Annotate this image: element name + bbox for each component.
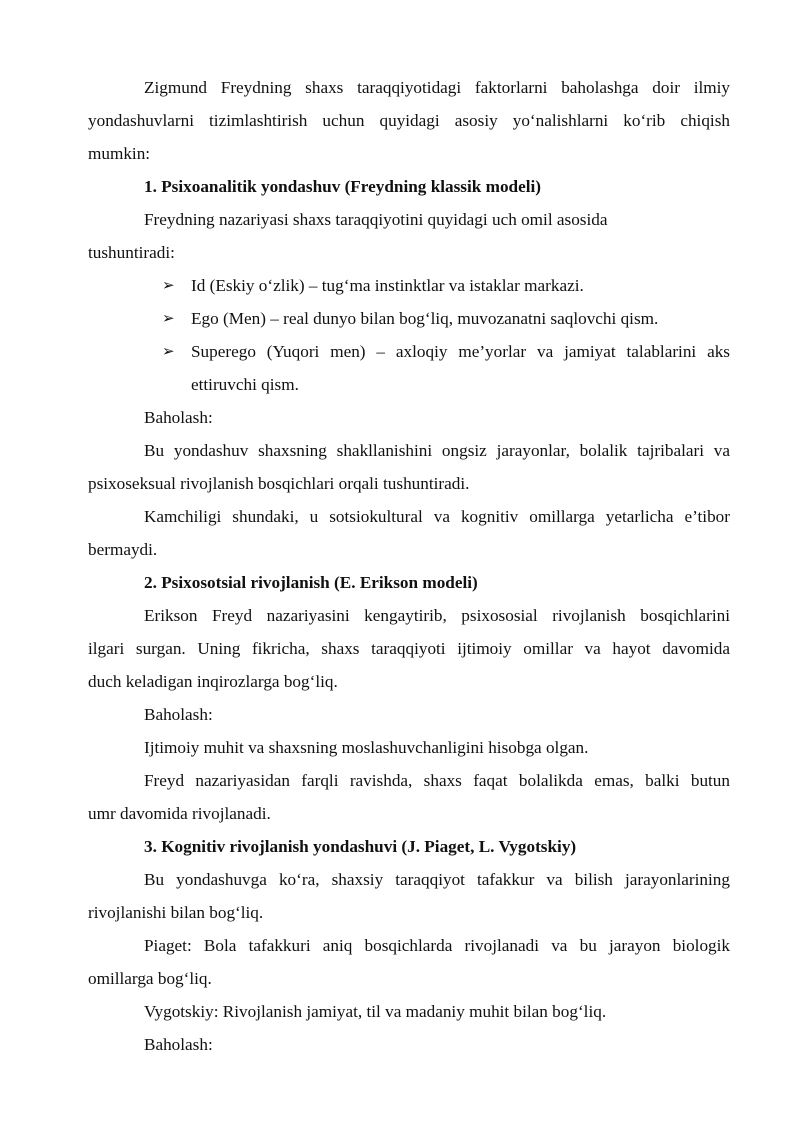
- section-2-paragraph-3-line-2: umr davomida rivojlanadi.: [88, 804, 271, 823]
- intro-line-2: yondashuvlarni tizimlashtirish uchun quyidagi asosiy yo‘nalishlarni ko‘rib chiqish: [88, 111, 730, 130]
- bullet-item-superego: Superego (Yuqori men) – axloqiy me’yorlar va jamiyat talablarini aks: [191, 342, 730, 361]
- section-1-paragraph-3-line-1: Kamchiligi shundaki, u sotsiokultural va kognitiv omillarga yetarlicha e’tibor: [144, 507, 730, 526]
- bullet-item-ego: Ego (Men) – real dunyo bilan bog‘liq, muvozanatni saqlovchi qism.: [191, 309, 659, 328]
- section-2-paragraph-2: Ijtimoiy muhit va shaxsning moslashuvchanligini hisobga olgan.: [144, 738, 589, 757]
- section-1-paragraph-1-line-1: Freydning nazariyasi shaxs taraqqiyotini quyidagi uch omil asosida: [144, 210, 608, 229]
- section-1-paragraph-1-line-2: tushuntiradi:: [88, 243, 175, 262]
- section-1-assessment-label: Baholash:: [144, 408, 213, 427]
- bullet-item-superego-continuation: ettiruvchi qism.: [191, 375, 299, 394]
- section-1-paragraph-3-line-2: bermaydi.: [88, 540, 158, 559]
- section-1-paragraph-2-line-2: psixoseksual rivojlanish bosqichlari orqali tushuntiradi.: [88, 474, 470, 493]
- intro-line-3: mumkin:: [88, 144, 151, 163]
- section-3-paragraph-1-line-1: Bu yondashuvga ko‘ra, shaxsiy taraqqiyot tafakkur va bilish jarayonlarining: [144, 870, 730, 889]
- section-2-paragraph-1-line-1: Erikson Freyd nazariyasini kengaytirib, psixososial rivojlanish bosqichlarini: [144, 606, 730, 625]
- section-2-heading: 2. Psixosotsial rivojlanish (E. Erikson modeli): [144, 573, 478, 592]
- section-2-paragraph-1-line-2: ilgari surgan. Uning fikricha, shaxs taraqqiyoti ijtimoiy omillar va hayot davomida: [88, 639, 730, 658]
- section-1-heading: 1. Psixoanalitik yondashuv (Freydning klassik modeli): [144, 177, 541, 196]
- section-3-heading: 3. Kognitiv rivojlanish yondashuvi (J. Piaget, L. Vygotskiy): [144, 837, 577, 856]
- section-3-paragraph-2-line-2: omillarga bog‘liq.: [88, 969, 212, 988]
- section-3-assessment-label: Baholash:: [144, 1035, 213, 1054]
- bullet-item-id: Id (Eskiy o‘zlik) – tug‘ma instinktlar va istaklar markazi.: [191, 276, 584, 295]
- section-1-paragraph-2-line-1: Bu yondashuv shaxsning shakllanishini ongsiz jarayonlar, bolalik tajribalari va: [144, 441, 730, 460]
- arrow-bullet-icon: ➢: [162, 344, 175, 360]
- section-3-paragraph-2-line-1: Piaget: Bola tafakkuri aniq bosqichlarda rivojlanadi va bu jarayon biologik: [144, 936, 730, 955]
- arrow-bullet-icon: ➢: [162, 311, 175, 327]
- intro-line-1: Zigmund Freydning shaxs taraqqiyotidagi faktorlarni baholashga doir ilmiy: [144, 78, 730, 97]
- section-2-assessment-label: Baholash:: [144, 705, 213, 724]
- section-3-paragraph-1-line-2: rivojlanishi bilan bog‘liq.: [88, 903, 264, 922]
- arrow-bullet-icon: ➢: [162, 278, 175, 294]
- section-3-paragraph-3: Vygotskiy: Rivojlanish jamiyat, til va madaniy muhit bilan bog‘liq.: [144, 1002, 607, 1021]
- section-2-paragraph-1-line-3: duch keladigan inqirozlarga bog‘liq.: [88, 672, 338, 691]
- section-2-paragraph-3-line-1: Freyd nazariyasidan farqli ravishda, shaxs faqat bolalikda emas, balki butun: [144, 771, 730, 790]
